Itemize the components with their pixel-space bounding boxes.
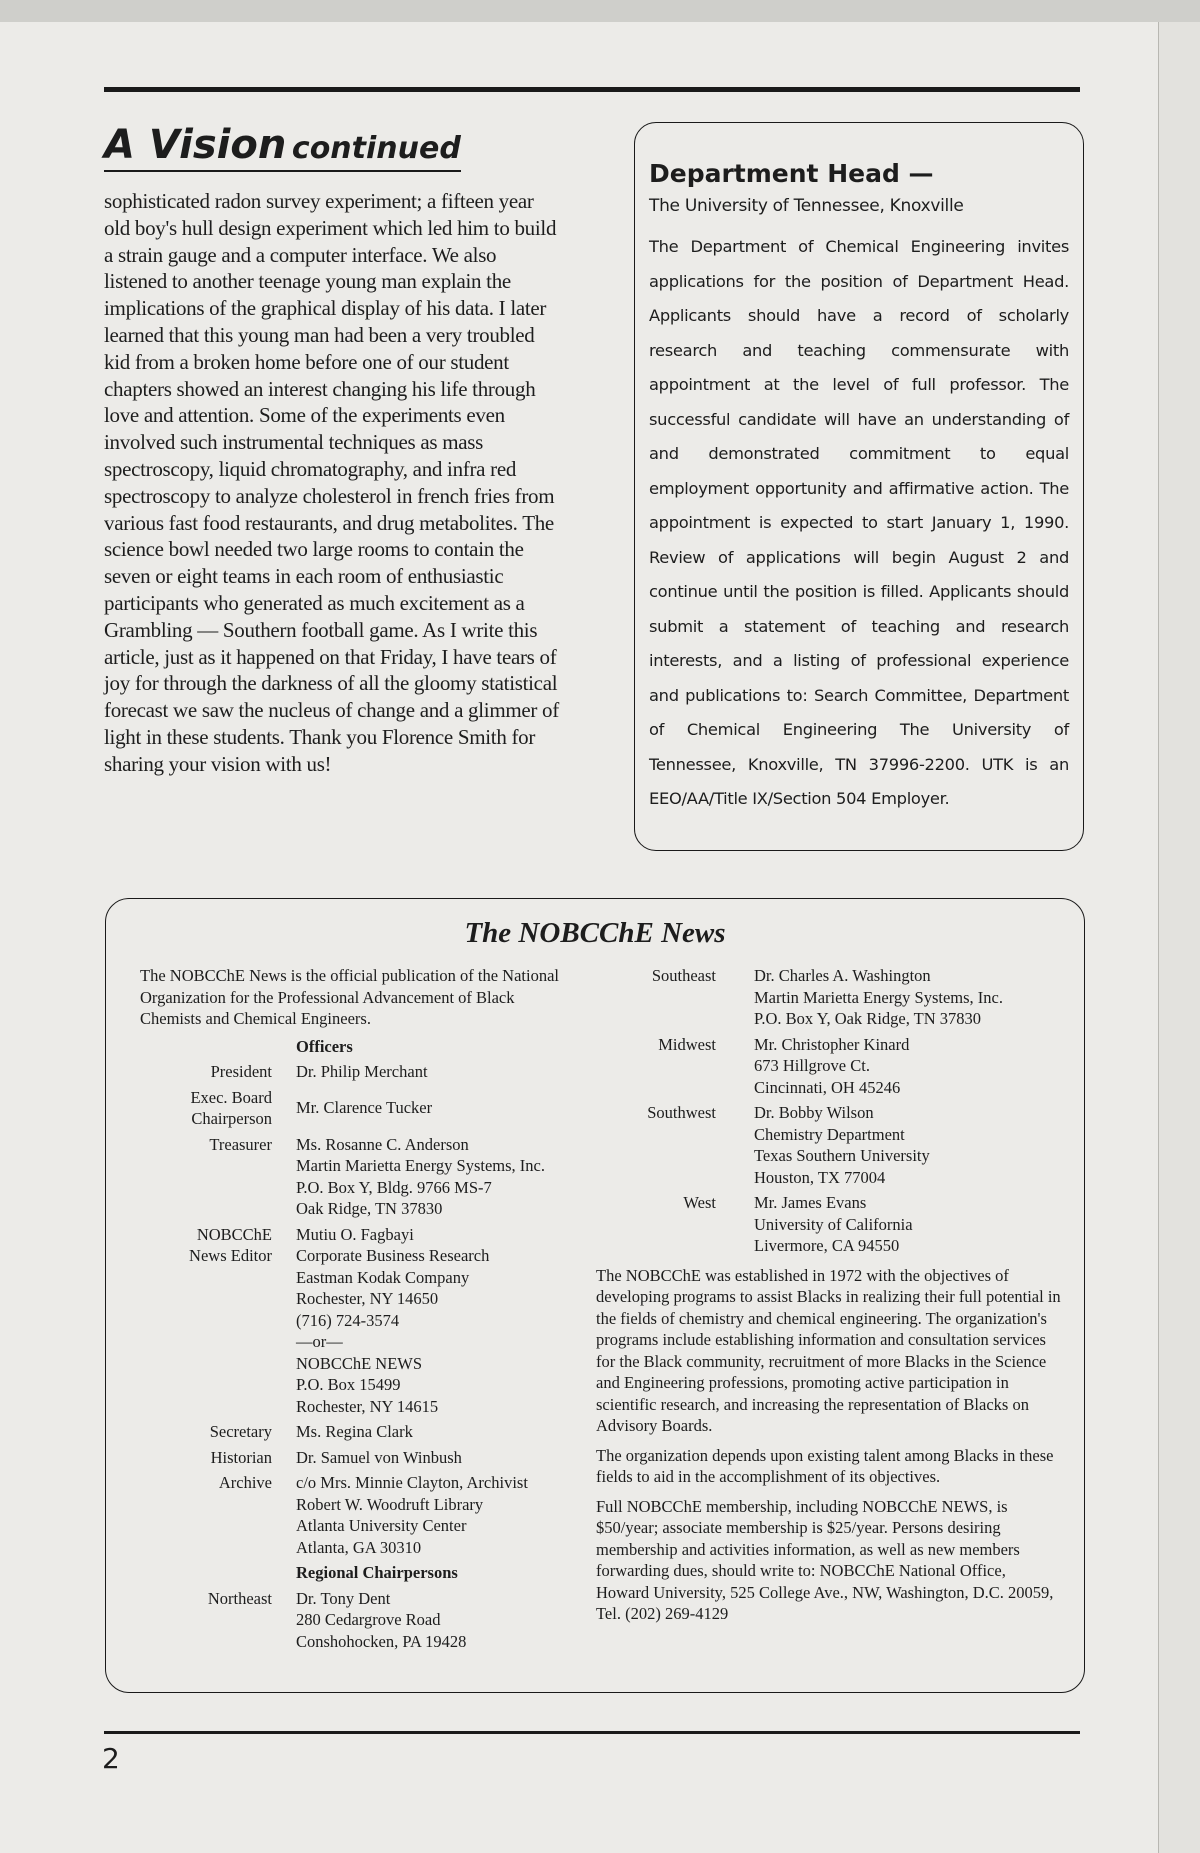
regional-heading: Regional Chairpersons xyxy=(296,1563,458,1582)
role-label: Southeast xyxy=(651,966,716,985)
title-sub: continued xyxy=(291,131,461,166)
role-label: West xyxy=(683,1193,716,1212)
article-title xyxy=(104,122,461,172)
officer-entry xyxy=(140,1087,580,1130)
news-title: The NOBCChE News xyxy=(464,917,726,949)
role-label: Treasurer xyxy=(209,1134,272,1154)
officer-entry xyxy=(616,1102,1061,1188)
role-label: Archive xyxy=(218,1473,272,1492)
role-label: President xyxy=(210,1062,272,1081)
news-para-3: Full NOBCChE membership, including NOBCChE NEWS, is $50/year; associate membership is $25/year. Persons desiring membership and activities information, as well as new members forwarding dues, should write to: NOBCChE National Office, Howard University, 525 College Ave., NW, Washington, D.C. 20059, Tel. (202) 269-4129 xyxy=(596,1496,1054,1623)
role-label: Historian xyxy=(210,1447,272,1467)
top-rule xyxy=(104,87,1080,92)
role-label: Northeast xyxy=(207,1588,272,1608)
role-label: Secretary xyxy=(209,1422,272,1441)
role-info: Dr. Charles A. Washington Martin Marietta Energy Systems, Inc. P.O. Box Y, Oak Ridge, TN 37830 xyxy=(754,966,1003,1028)
role-info: Dr. Tony Dent 280 Cedargrove Road Conshohocken, PA 19428 xyxy=(296,1588,467,1651)
article-body: sophisticated radon survey experiment; a fifteen year old boy's hull design experiment which led him to build a strain gauge and a computer interface. We also listened to another teenage young man explain the implications of the graphical display of his data. I later learned that this young man had been a very troubled kid from a broken home before one of our student chapters showed an interest changing his life through love and attention. Some of the experiments even involved such instrumental techniques as mass spectroscopy, liquid chromatography, and infra red spectroscopy to analyze cholesterol in french fries from various fast food restaurants, and drug metabolites. The science bowl needed two large rooms to contain the seven or eight teams in each room of enthusiastic participants who generated as much excitement as a Grambling — Southern football game. As I write this article, just as it happened on that Friday, I have tears of joy for through the darkness of all the gloomy statistical forecast we saw the nucleus of change and a glimmer of light in these students. Thank you Florence Smith for sharing your vision with us! xyxy=(104,189,559,776)
officer-entry xyxy=(616,1192,1061,1257)
officers-heading: Officers xyxy=(296,1036,353,1056)
role-info: Mutiu O. Fagbayi Corporate Business Research Eastman Kodak Company Rochester, NY 14650 (716) 724-3574 —or— NOBCChE NEWS P.O. Box 15499 Rochester, NY 14615 xyxy=(296,1224,490,1416)
news-para-2: The organization depends upon existing talent among Blacks in these fields to aid in the accomplishment of its objectives. xyxy=(596,1445,1054,1486)
officer-entry xyxy=(140,1061,580,1083)
facing-page-edge xyxy=(1158,22,1200,1853)
role-info: Ms. Regina Clark xyxy=(296,1422,413,1441)
role-label: Exec. Board Chairperson xyxy=(190,1087,272,1128)
officer-entry xyxy=(616,1034,1061,1099)
news-box xyxy=(105,898,1085,1693)
officer-entry xyxy=(140,1472,580,1558)
officer-entry xyxy=(140,1134,580,1220)
role-info: c/o Mrs. Minnie Clayton, Archivist Robert W. Woodruft Library Atlanta University Center Atlanta, GA 30310 xyxy=(296,1473,528,1557)
news-right-column xyxy=(596,965,1061,1625)
news-left-column xyxy=(140,965,580,1656)
role-info: Dr. Samuel von Winbush xyxy=(296,1447,462,1467)
bottom-rule xyxy=(104,1731,1080,1734)
job-ad-box xyxy=(634,122,1084,851)
ad-title: Department Head — xyxy=(649,159,934,188)
role-info: Ms. Rosanne C. Anderson Martin Marietta Energy Systems, Inc. P.O. Box Y, Bldg. 9766 MS-7 Oak Ridge, TN 37830 xyxy=(296,1134,545,1218)
role-label: Midwest xyxy=(658,1034,716,1054)
page-number: 2 xyxy=(102,1742,120,1775)
ad-body: The Department of Chemical Engineering invites applications for the position of Department Head. Applicants should have a record of scholarly research and teaching commensurate with appointment at the level of full professor. The successful candidate will have an understanding of and demonstrated commitment to equal employment opportunity and affirmative action. The appointment is expected to start January 1, 1990. Review of applications will begin August 2 and continue until the position is filled. Applicants should submit a statement of teaching and research interests, and a listing of professional experience and publications to: Search Committee, Department of Chemical Engineering The University of Tennessee, Knoxville, TN 37996-2200. UTK is an EEO/AA/Title IX/Section 504 Employer. xyxy=(649,237,1069,808)
title-main: A Vision xyxy=(104,122,287,168)
role-label: Southwest xyxy=(647,1103,716,1122)
officer-entry xyxy=(616,965,1061,1030)
officer-entry xyxy=(140,1447,580,1469)
ad-subtitle: The University of Tennessee, Knoxville xyxy=(649,196,964,216)
officer-entry xyxy=(140,1224,580,1418)
officer-entry xyxy=(140,1421,580,1443)
role-info: Mr. Clarence Tucker xyxy=(296,1098,433,1118)
role-info: Mr. James Evans University of California Livermore, CA 94550 xyxy=(754,1193,913,1255)
role-info: Mr. Christopher Kinard 673 Hillgrove Ct. Cincinnati, OH 45246 xyxy=(754,1034,910,1097)
news-intro: The NOBCChE News is the official publication of the National Organization for the Professional Advancement of Black Chemists and Chemical Engineers. xyxy=(140,966,559,1028)
news-para-1: The NOBCChE was established in 1972 with the objectives of developing programs to assist Blacks in realizing their full potential in the fields of chemistry and chemical engineering. The organization's programs include establishing information and consultation services for the Black community, recruitment of more Blacks in the Science and Engineering professions, promoting active participation in scientific research, and increasing the representation of Blacks on Advisory Boards. xyxy=(596,1265,1061,1435)
role-info: Dr. Bobby Wilson Chemistry Department Texas Southern University Houston, TX 77004 xyxy=(754,1103,930,1187)
role-info: Dr. Philip Merchant xyxy=(296,1062,428,1081)
officer-entry xyxy=(140,1588,580,1653)
role-label: NOBCChE News Editor xyxy=(189,1224,272,1265)
